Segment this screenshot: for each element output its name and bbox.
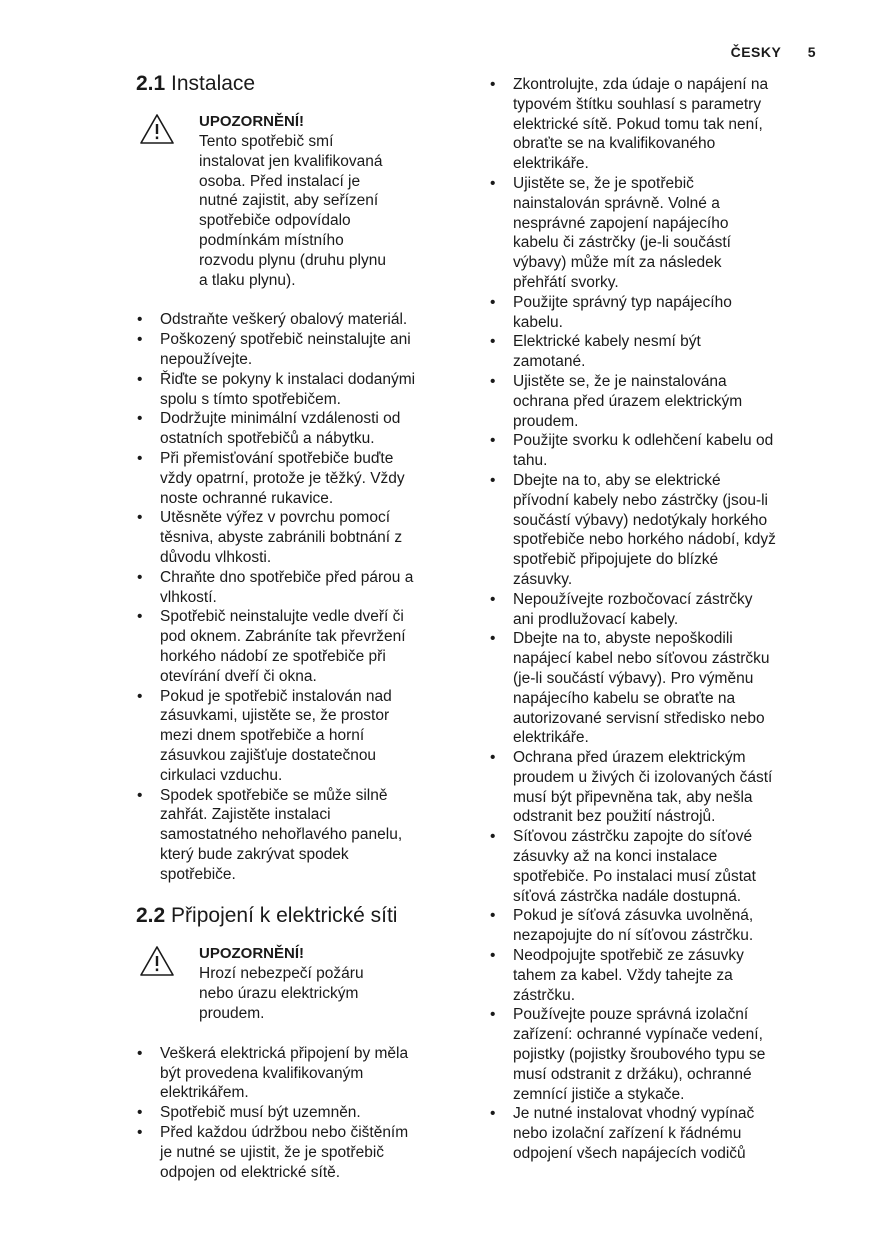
text-line: • Zkontrolujte, zda údaje o napájení na [513, 76, 769, 93]
list-item [489, 827, 819, 906]
text-line: nebo izolační zařízení k řádnému [513, 1125, 742, 1143]
text-line: spotřebiče nebo horkého nádobí, když [513, 531, 776, 549]
text-line: vlhkostí. [160, 588, 217, 606]
list-item [489, 1104, 819, 1163]
section-title-text: Instalace [171, 72, 256, 95]
text-line: nezapojujte do ní síťovou zástrčku. [513, 927, 754, 945]
text-line: musí být připevněna tak, aby nešla [513, 788, 753, 806]
section-title-text: Připojení k elektrické síti [171, 904, 398, 928]
text-line: • Dodržujte minimální vzdálenosti od [160, 410, 401, 428]
text-line: • Elektrické kabely nesmí být [513, 333, 701, 351]
text-line: zásuvky. [513, 570, 573, 588]
text-line: nepoužívejte. [160, 350, 253, 368]
list-item [136, 1123, 458, 1182]
text-line: otevírání dveří či okna. [160, 667, 317, 685]
text-line: síťová zástrčka nadále dostupná. [513, 887, 742, 905]
text-line: napájecí kabel nebo síťovou zástrčku [513, 650, 770, 668]
text-line: • Pokud je spotřebič instalován nad [160, 687, 392, 705]
list-item [489, 332, 819, 372]
list-item [489, 75, 819, 174]
text-line: obraťte se na kvalifikovaného [513, 135, 716, 153]
warning-text [199, 964, 458, 1023]
text-line: těsniva, abyste zabránili bobtnání z [160, 529, 403, 547]
section-title-installation [136, 72, 458, 96]
list-item [136, 508, 458, 567]
text-line: • Řiďte se pokyny k instalaci dodanými [160, 370, 416, 388]
text-line: pojistky (pojistky šroubového typu se [513, 1046, 766, 1064]
text-line: zásuvky až na konci instalace [513, 848, 718, 866]
text-line: odstranit bez použití nástrojů. [513, 808, 716, 826]
text-line: spotřebiče. [160, 865, 236, 883]
text-line: • Dbejte na to, abyste nepoškodili [513, 630, 733, 648]
text-line: přívodní kabely nebo zástrčky (jsou-li [513, 491, 769, 509]
list-item [489, 946, 819, 1005]
right-column [489, 75, 819, 1164]
list-item [489, 906, 819, 946]
text-line: • Ochrana před úrazem elektrickým [513, 749, 746, 767]
text-line: kabelu. [513, 313, 563, 331]
list-item [489, 372, 819, 431]
list-item [136, 330, 458, 370]
warning-text [199, 132, 458, 290]
text-line: autorizované servisní středisko nebo [513, 709, 765, 727]
text-line: osoba. Před instalací je [199, 172, 361, 190]
text-line: • Pokud je síťová zásuvka uvolněná, [513, 907, 754, 925]
text-line: ani prodlužovací kabely. [513, 610, 679, 628]
text-line: ochrana před úrazem elektrickým [513, 392, 743, 410]
text-line: typovém štítku souhlasí s parametry [513, 95, 762, 113]
text-line: cirkulaci vzduchu. [160, 766, 283, 784]
text-line: elektrikáře. [513, 729, 589, 747]
list-item [489, 748, 819, 827]
text-line: rozvodu plynu (druhu plynu [199, 251, 386, 269]
text-line: pod oknem. Zabráníte tak převržení [160, 628, 406, 646]
text-line: • Používejte pouze správná izolační [513, 1006, 749, 1024]
list-item [489, 1005, 819, 1104]
text-line: zařízení: ochranné vypínače vedení, [513, 1026, 763, 1044]
text-line: Tento spotřebič smí [199, 133, 334, 150]
list-item [489, 471, 819, 590]
text-line: musí odstranit z držáku), ochranné [513, 1065, 752, 1083]
list-item [136, 1044, 458, 1103]
text-line: nutné zajistit, aby seřízení [199, 192, 379, 210]
header-language: ČESKY [730, 44, 782, 60]
list-item [489, 174, 819, 293]
text-line: spotřebiče odpovídalo [199, 212, 351, 230]
text-line: • Spotřebič musí být uzemněn. [160, 1104, 361, 1122]
text-line: • Ujistěte se, že je nainstalována [513, 372, 727, 390]
text-line: je nutné se ujistit, že je spotřebič [160, 1143, 385, 1161]
text-line: • Je nutné instalovat vhodný vypínač [513, 1105, 755, 1123]
text-line: • Ujistěte se, že je spotřebič [513, 174, 694, 192]
text-line: tahu. [513, 452, 548, 470]
text-line: napájecího kabelu se obraťte na [513, 689, 736, 707]
text-line: proudem u živých či izolovaných částí [513, 768, 773, 786]
text-line: elektrikářem. [160, 1084, 249, 1102]
text-line: (je-li součástí výbavy). Pro výměnu [513, 669, 754, 687]
text-line: horkého nádobí ze spotřebiče při [160, 647, 386, 665]
list-item [136, 607, 458, 686]
text-line: • Neodpojujte spotřebič ze zásuvky [513, 947, 744, 965]
text-line: • Síťovou zástrčku zapojte do síťové [513, 828, 753, 846]
text-line: proudem. [199, 1005, 265, 1023]
list-item [136, 409, 458, 449]
text-line: odpojení všech napájecích vodičů [513, 1145, 746, 1163]
electrical-list-left [136, 1044, 458, 1183]
text-line: podmínkám místního [199, 231, 344, 249]
text-line: • Použijte svorku k odlehčení kabelu od [513, 432, 774, 450]
text-line: • Při přemisťování spotřebiče buďte [160, 449, 394, 467]
text-line: spotřebiče. Po instalaci musí zůstat [513, 867, 756, 885]
list-item [489, 431, 819, 471]
text-line: • Dbejte na to, aby se elektrické [513, 471, 721, 489]
text-line: tahem za kabel. Vždy tahejte za [513, 966, 733, 984]
text-line: zásuvkou zajišťuje dostatečnou [160, 746, 377, 764]
list-item [489, 629, 819, 748]
page-header [731, 44, 816, 60]
list-item [136, 786, 458, 885]
text-line: elektrikáře. [513, 155, 589, 173]
text-line: zástrčku. [513, 986, 576, 1004]
warning-box-electrical [136, 944, 458, 1023]
electrical-list-right [489, 75, 819, 1164]
text-line: výbavy) může mít za následek [513, 254, 722, 272]
text-line: vždy opatrní, protože je těžký. Vždy [160, 469, 405, 487]
text-line: odpojen od elektrické sítě. [160, 1163, 341, 1181]
text-line: instalovat jen kvalifikovaná [199, 152, 383, 170]
text-line: zásuvkami, ujistěte se, že prostor [160, 707, 390, 725]
text-line: • Chraňte dno spotřebiče před párou a [160, 568, 414, 586]
text-line: přehřátí svorky. [513, 273, 619, 291]
list-item [136, 1103, 458, 1123]
text-line: • Odstraňte veškerý obalový materiál. [160, 311, 408, 329]
text-line: zamotané. [513, 353, 586, 371]
section-number: 2.2 [136, 904, 166, 928]
text-line: zemnící jističe a stykače. [513, 1085, 685, 1103]
text-line: Hrozí nebezpečí požáru [199, 965, 364, 983]
warning-triangle-icon [139, 113, 175, 145]
list-item [136, 370, 458, 410]
text-line: • Nepoužívejte rozbočovací zástrčky [513, 590, 753, 608]
text-line: ostatních spotřebičů a nábytku. [160, 430, 375, 448]
text-line: proudem. [513, 412, 579, 430]
text-line: součástí výbavy) nedotýkaly horkého [513, 511, 768, 529]
text-line: spotřebič připojujete do blízké [513, 551, 719, 569]
page-number: 5 [807, 44, 816, 60]
section-title-electrical [136, 904, 458, 928]
text-line: • Utěsněte výřez v povrchu pomocí [160, 509, 391, 527]
list-item [489, 590, 819, 630]
text-line: nebo úrazu elektrickým [199, 985, 359, 1003]
list-item [136, 687, 458, 786]
text-line: být provedena kvalifikovaným [160, 1064, 364, 1082]
warning-title: UPOZORNĚNÍ! [199, 945, 304, 963]
text-line: nainstalován správně. Volné a [513, 194, 720, 212]
list-item [136, 568, 458, 608]
section-number: 2.1 [136, 72, 166, 95]
list-item [136, 310, 458, 330]
text-line: a tlaku plynu). [199, 271, 296, 289]
text-line: • Před každou údržbou nebo čištěním [160, 1124, 409, 1142]
left-column [136, 72, 458, 1182]
list-item [136, 449, 458, 508]
text-line: nesprávné zapojení napájecího [513, 214, 729, 232]
text-line: • Spotřebič neinstalujte vedle dveří či [160, 608, 404, 626]
text-line: který bude zakrývat spodek [160, 845, 349, 863]
text-line: • Veškerá elektrická připojení by měla [160, 1044, 409, 1062]
text-line: • Použijte správný typ napájecího [513, 293, 732, 311]
text-line: noste ochranné rukavice. [160, 489, 334, 507]
text-line: kabelu či zástrčky (je-li součástí [513, 234, 731, 252]
text-line: spolu s tímto spotřebičem. [160, 390, 341, 408]
text-line: • Poškozený spotřebič neinstalujte ani [160, 331, 411, 349]
warning-box-installation [136, 112, 458, 290]
warning-title: UPOZORNĚNÍ! [199, 113, 304, 130]
warning-triangle-icon [139, 945, 175, 977]
text-line: mezi dnem spotřebiče a horní [160, 727, 365, 745]
list-item [489, 293, 819, 333]
installation-list [136, 310, 458, 884]
text-line: • Spodek spotřebiče se může silně [160, 786, 388, 804]
text-line: zahřát. Zajistěte instalaci [160, 806, 331, 824]
text-line: důvodu vlhkosti. [160, 548, 272, 566]
text-line: elektrické sítě. Pokud tomu tak není, [513, 115, 763, 133]
text-line: samostatného nehořlavého panelu, [160, 826, 403, 844]
